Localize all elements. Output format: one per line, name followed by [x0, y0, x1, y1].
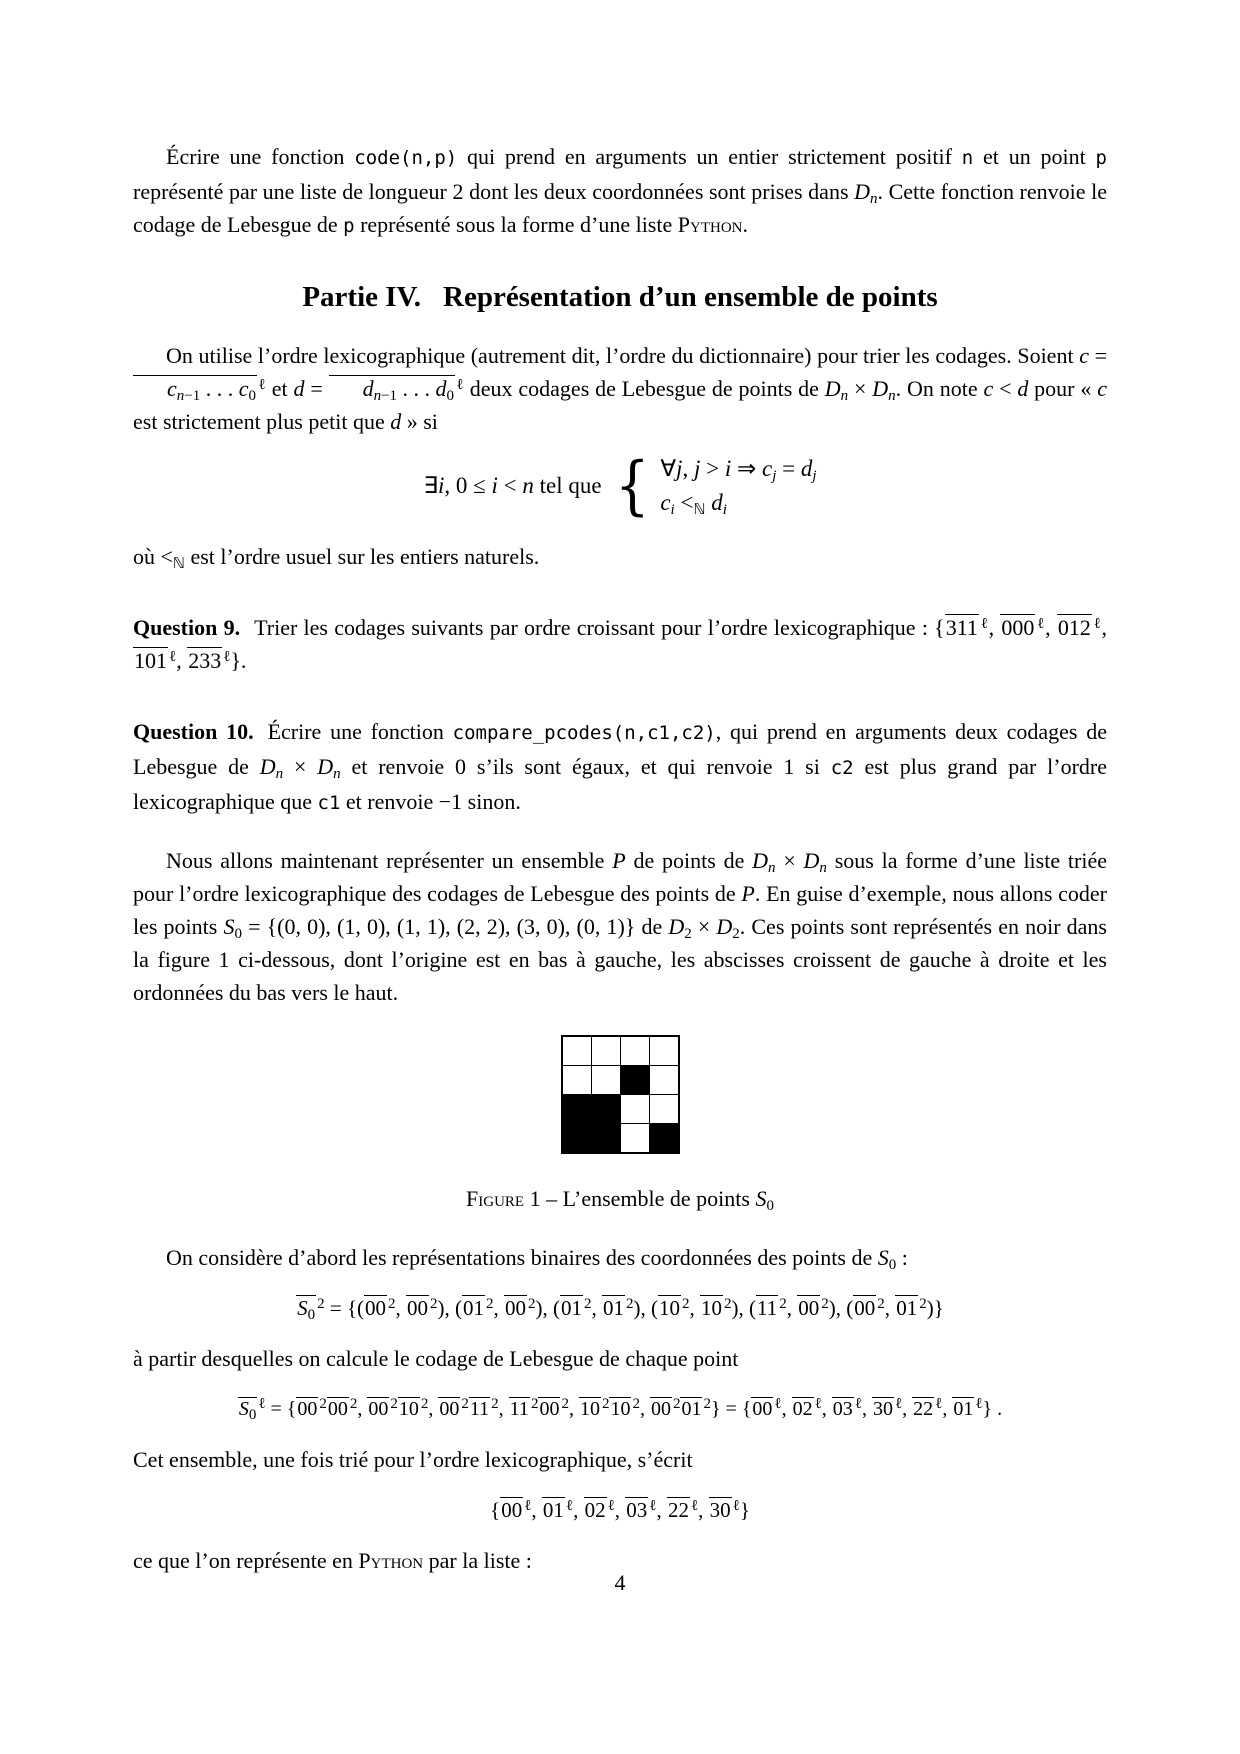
cases-lines — [660, 454, 816, 518]
binary-codes-display: $S_0^2 = \{(00$ $^2$, 00 $^2$), (01 $^2$, 00 $^2$), (01 $^2$, 01 $^2$), (10 $^2$, 10 $^2$), (11 $^2$, 00 $^2$), (00 $^2$, 01 $^2$)} — [297, 1296, 944, 1323]
grid-cell-empty — [650, 1095, 678, 1123]
grid-cell-empty — [563, 1066, 591, 1094]
grid-cell-empty — [650, 1037, 678, 1065]
grid-cell-filled — [621, 1066, 649, 1094]
lex-order-paragraph: On utilise l’ordre lexicographique (autrement dit, l’ordre du dictionnaire) pour trier les codages. Soient $c = c_{n-1}$ . . . $c_0^\ell$ et $d = d_{n-1}$ . . . $d_0^\ell$ deux codages de Lebesgue de points de $D_n \times D_n$. On note c < d pour « c est strictement plus petit que d » si — [133, 343, 1107, 434]
cases-equation: ∃i, 0 ≤ i < n tel que { ∀j, j > i ⇒ $c_j = d_j$ $c_i <_ℕ$ $d_i$ — [423, 449, 817, 523]
binary-intro-paragraph: On considère d’abord les représentations binaires des coordonnées des points de $S_0$ : — [166, 1245, 908, 1273]
points-grid — [561, 1035, 680, 1154]
question-9 — [133, 611, 1107, 677]
grid-cell-filled — [650, 1124, 678, 1152]
grid-cell-empty — [621, 1124, 649, 1152]
section-part-label: Partie IV. — [302, 281, 421, 313]
grid-cell-filled — [563, 1124, 591, 1152]
where-line: où $<_ℕ$ est l’ordre usuel sur les entiers naturels. — [133, 544, 540, 572]
grid-cell-filled — [592, 1095, 620, 1123]
page-number: 4 — [614, 1570, 626, 1595]
question-10-label: Question 10. — [133, 719, 254, 744]
sorted-intro-paragraph: Cet ensemble, une fois trié pour l’ordre lexicographique, s’écrit — [133, 1447, 693, 1472]
grid-cell-empty — [592, 1037, 620, 1065]
intro-paragraph: Écrire une fonction code(n,p) qui prend en arguments un entier strictement positif n et un point p représenté par une liste de longueur 2 dont les deux coordonnées sont prises dans $D_n$. Cette fonction renvoie le codage de Lebesgue de p représenté sous la forme d’une liste Python. — [133, 144, 1107, 237]
grid-cell-empty — [621, 1037, 649, 1065]
section-heading — [133, 277, 1107, 317]
grid-cell-empty — [563, 1037, 591, 1065]
grid-cell-empty — [650, 1066, 678, 1094]
question-10 — [133, 715, 1107, 820]
question-9-label: Question 9. — [133, 615, 241, 640]
point-set-paragraph: Nous allons maintenant représenter un ensemble P de points de $D_n \times D_n$ sous la forme d’une liste triée pour l’ordre lexicographique des codages de Lebesgue des points de P. En guise d’exemple, nous allons coder les points $S_0 = \{(0$, 0), (1, 0), (1, 1), (2, 2), (3, 0), (0, 1)} de $D_2 \times D_2$. Ces points sont représentés en noir dans la figure 1 ci-dessous, dont l’origine est en bas à gauche, les abscisses croissent de gauche à droite et les ordonnées du bas vers le haut. — [133, 848, 1107, 1005]
grid-cell-filled — [592, 1124, 620, 1152]
figure-caption: Figure 1 – L’ensemble de points $S_0$ — [466, 1186, 774, 1214]
python-list-paragraph: ce que l’on représente en Python par la liste : — [133, 1548, 532, 1573]
grid-cell-empty — [621, 1095, 649, 1123]
section-title: Représentation d’un ensemble de points — [443, 281, 938, 313]
cases-lead: ∃i, 0 ≤ i < n tel que — [423, 473, 602, 498]
grid-cell-filled — [563, 1095, 591, 1123]
lebesgue-codes-display: $S_0^\ell = \{00$ $^2$00 $^2$, 00 $^2$10 $^2$, 00 $^2$11 $^2$, 11 $^2$00 $^2$, 10 $^2$10 $^2$, 00 $^2$01 $^2$} = {00 $^\ell$, 02 $^\ell$, 03 $^\ell$, 30 $^\ell$, 22 $^\ell$, 01 $^\ell$} . — [238, 1396, 1003, 1423]
lebesgue-intro-paragraph: à partir desquelles on calcule le codage de Lebesgue de chaque point — [133, 1346, 739, 1371]
question-9-text: Trier les codages suivants par ordre croissant pour l’ordre lexicographique : {311 $^\ell$, 000 $^\ell$, 012 $^\ell$, 101 $^\ell$, 233 $^\ell$}. — [134, 615, 1107, 673]
figure-1 — [133, 1035, 1107, 1215]
grid-cell-empty — [592, 1066, 620, 1094]
question-10-text: Écrire une fonction compare_pcodes(n,c1,c2), qui prend en arguments deux codages de Lebesgue de $D_n \times D_n$ et renvoie 0 s’ils sont égaux, et qui renvoie 1 si c2 est plus grand par l’ordre lexicographique que c1 et renvoie −1 sinon. — [133, 719, 1107, 814]
case-line-1: ∀j, j > i ⇒ $c_j = d_j$ — [660, 456, 817, 484]
case-line-2: $c_i <_ℕ$ $d_i$ — [660, 490, 727, 518]
sorted-codes-display: {00 $^\ell$, 01 $^\ell$, 02 $^\ell$, 03 $^\ell$, 22 $^\ell$, 30 $^\ell$} — [490, 1498, 750, 1522]
